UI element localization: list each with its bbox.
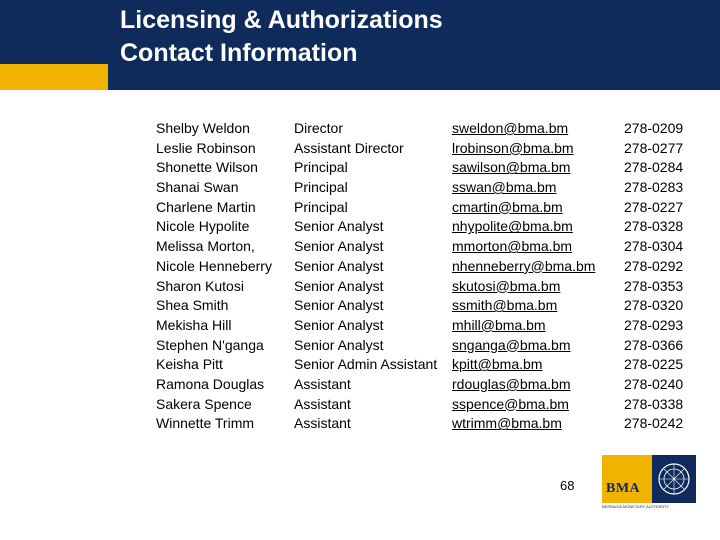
contact-title: Principal: [294, 159, 348, 176]
contact-phone: 278-0284: [624, 159, 684, 176]
title-line-1: Licensing & Authorizations: [120, 6, 443, 34]
contact-email-link[interactable]: rdouglas@bma.bm: [452, 375, 571, 392]
contact-name: Stephen N'ganga: [156, 336, 264, 353]
contact-email-link[interactable]: wtrimm@bma.bm: [452, 415, 562, 432]
contact-row: [0, 237, 720, 257]
contact-email-link[interactable]: mhill@bma.bm: [452, 316, 546, 333]
title-line-2: Contact Information: [120, 39, 358, 67]
contact-title: Senior Analyst: [294, 316, 384, 333]
contact-name: Nicole Henneberry: [156, 257, 272, 274]
contact-phone: 278-0277: [624, 139, 684, 156]
contact-row: [0, 355, 720, 375]
contact-title: Assistant: [294, 415, 351, 432]
logo-letters: BMA: [606, 481, 641, 496]
contact-phone: 278-0283: [624, 179, 684, 196]
contact-row: [0, 178, 720, 198]
contact-row: [0, 316, 720, 336]
contact-phone: 278-0227: [624, 198, 684, 215]
contact-phone: 278-0320: [624, 297, 684, 314]
contact-title: Director: [294, 120, 344, 136]
contact-row: [0, 277, 720, 297]
contact-name: Sakera Spence: [156, 395, 252, 412]
contact-name: Shelby Weldon: [156, 120, 250, 136]
contact-phone: 278-0328: [624, 218, 684, 235]
contact-name: Shonette Wilson: [156, 159, 258, 176]
contact-email-link[interactable]: skutosi@bma.bm: [452, 277, 561, 294]
contact-title: Assistant: [294, 395, 351, 412]
contact-phone: 278-0242: [624, 415, 684, 432]
contact-name: Sharon Kutosi: [156, 277, 244, 294]
contact-email-link[interactable]: sspence@bma.bm: [452, 395, 569, 412]
contact-title: Senior Admin Assistant: [294, 356, 438, 373]
contact-row: [0, 414, 720, 434]
contact-name: Charlene Martin: [156, 198, 256, 215]
contact-email-link[interactable]: mmorton@bma.bm: [452, 238, 573, 255]
logo-tagline: BERMUDA MONETARY AUTHORITY: [602, 504, 670, 509]
contact-name: Mekisha Hill: [156, 316, 232, 333]
contact-name: Leslie Robinson: [156, 139, 256, 156]
contact-email-link[interactable]: nhypolite@bma.bm: [452, 218, 573, 235]
contact-title: Principal: [294, 179, 348, 196]
contact-phone: 278-0338: [624, 395, 684, 412]
contact-phone: 278-0225: [624, 356, 684, 373]
contact-title: Senior Analyst: [294, 277, 384, 294]
contact-phone: 278-0209: [624, 120, 684, 136]
contact-row: [0, 158, 720, 178]
contact-phone: 278-0293: [624, 316, 684, 333]
accent-block: [0, 64, 108, 90]
contact-row: [0, 119, 720, 139]
contact-email-link[interactable]: nhenneberry@bma.bm: [452, 257, 596, 274]
contact-title: Senior Analyst: [294, 238, 384, 255]
page-number: 68: [560, 478, 575, 493]
contact-phone: 278-0304: [624, 238, 684, 255]
contact-email-link[interactable]: sswan@bma.bm: [452, 179, 557, 196]
contact-phone: 278-0240: [624, 375, 684, 392]
contact-list: [0, 119, 720, 434]
contact-row: [0, 336, 720, 356]
contact-title: Assistant Director: [294, 139, 404, 156]
contact-row: [0, 139, 720, 159]
page-title: [120, 4, 443, 70]
contact-row: [0, 217, 720, 237]
contact-email-link[interactable]: cmartin@bma.bm: [452, 198, 563, 215]
contact-row: [0, 375, 720, 395]
contact-name: Melissa Morton,: [156, 238, 255, 255]
contact-email-link[interactable]: sawilson@bma.bm: [452, 159, 571, 176]
contact-title: Senior Analyst: [294, 297, 384, 314]
crest-icon: [652, 455, 696, 503]
contact-name: Winnette Trimm: [156, 415, 255, 432]
contact-name: Shea Smith: [156, 297, 229, 314]
contact-row: [0, 296, 720, 316]
contact-name: Ramona Douglas: [156, 375, 265, 392]
contact-name: Keisha Pitt: [156, 356, 223, 373]
contact-name: Shanai Swan: [156, 179, 239, 196]
contact-phone: 278-0366: [624, 336, 684, 353]
contact-title: Senior Analyst: [294, 336, 384, 353]
contact-email-link[interactable]: kpitt@bma.bm: [452, 356, 543, 373]
contact-phone: 278-0353: [624, 277, 684, 294]
contact-row: [0, 257, 720, 277]
contact-email-link[interactable]: sweldon@bma.bm: [452, 120, 569, 136]
contact-title: Senior Analyst: [294, 257, 384, 274]
contact-title: Principal: [294, 198, 348, 215]
contact-email-link[interactable]: ssmith@bma.bm: [452, 297, 558, 314]
contact-email-link[interactable]: lrobinson@bma.bm: [452, 139, 574, 156]
contact-title: Senior Analyst: [294, 218, 384, 235]
bma-logo: [602, 455, 694, 511]
contact-name: Nicole Hypolite: [156, 218, 250, 235]
contact-row: [0, 198, 720, 218]
contact-row: [0, 395, 720, 415]
contact-phone: 278-0292: [624, 257, 684, 274]
contact-title: Assistant: [294, 375, 351, 392]
contact-email-link[interactable]: snganga@bma.bm: [452, 336, 571, 353]
